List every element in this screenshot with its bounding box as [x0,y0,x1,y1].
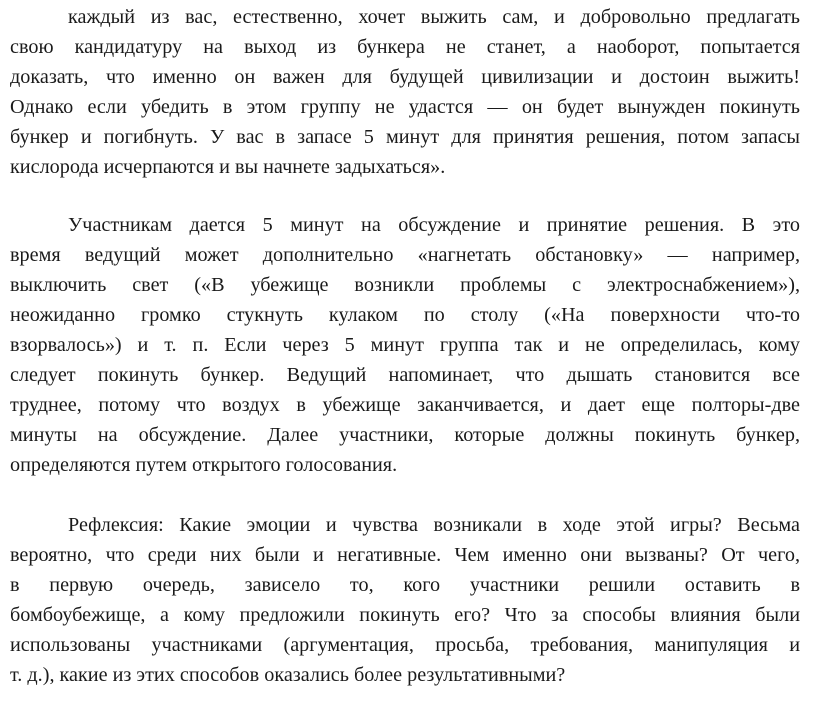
paragraph-2-line-9: определяются путем открытого голосования. [10,454,398,476]
paragraph-2-line-2: время ведущий может дополнительно «нагнетать обстановку» — например, [10,244,800,266]
paragraph-1-line-2: свою кандидатуру на выход из бункера не станет, а наоборот, попытается [10,36,800,58]
paragraph-2-line-5: взорвалось») и т. п. Если через 5 минут группа так и не определилась, кому [10,334,800,356]
paragraph-1-line-6: кислорода исчерпаются и вы начнете задыхаться». [10,156,446,178]
paragraph-1-line-3: доказать, что именно он важен для будущей цивилизации и достоин выжить! [10,66,800,88]
paragraph-3-line-3: в первую очередь, зависело то, кого участники решили оставить в [10,574,800,596]
paragraph-3-line-2: вероятно, что среди них были и негативные. Чем именно они вызваны? От чего, [10,544,800,566]
paragraph-2-line-3: выключить свет («В убежище возникли проблемы с электроснабжением»), [10,274,800,296]
paragraph-1-line-5: бункер и погибнуть. У вас в запасе 5 минут для принятия решения, потом запасы [10,126,800,148]
paragraph-2-line-8: минуты на обсуждение. Далее участники, которые должны покинуть бункер, [10,424,800,446]
paragraph-3-line-1: Рефлексия: Какие эмоции и чувства возникали в ходе этой игры? Весьма [68,514,800,536]
paragraph-2-line-1: Участникам дается 5 минут на обсуждение и принятие решения. В это [68,214,800,236]
paragraph-2-line-7: труднее, потому что воздух в убежище заканчивается, и дает еще полторы-две [10,394,800,416]
paragraph-3-line-6: т. д.), какие из этих способов оказались более результативными? [10,664,566,686]
paragraph-3-line-5: использованы участниками (аргументация, просьба, требования, манипуляция и [10,634,800,656]
paragraph-1-line-4: Однако если убедить в этом группу не удастся — он будет вынужден покинуть [10,96,800,118]
paragraph-1-line-1: каждый из вас, естественно, хочет выжить сам, и добровольно предлагать [68,6,800,28]
paragraph-2-line-6: следует покинуть бункер. Ведущий напоминает, что дышать становится все [10,364,800,386]
paragraph-3-line-4: бомбоубежище, а кому предложили покинуть его? Что за способы влияния были [10,604,800,626]
paragraph-2-line-4: неожиданно громко стукнуть кулаком по столу («На поверхности что-то [10,304,800,326]
